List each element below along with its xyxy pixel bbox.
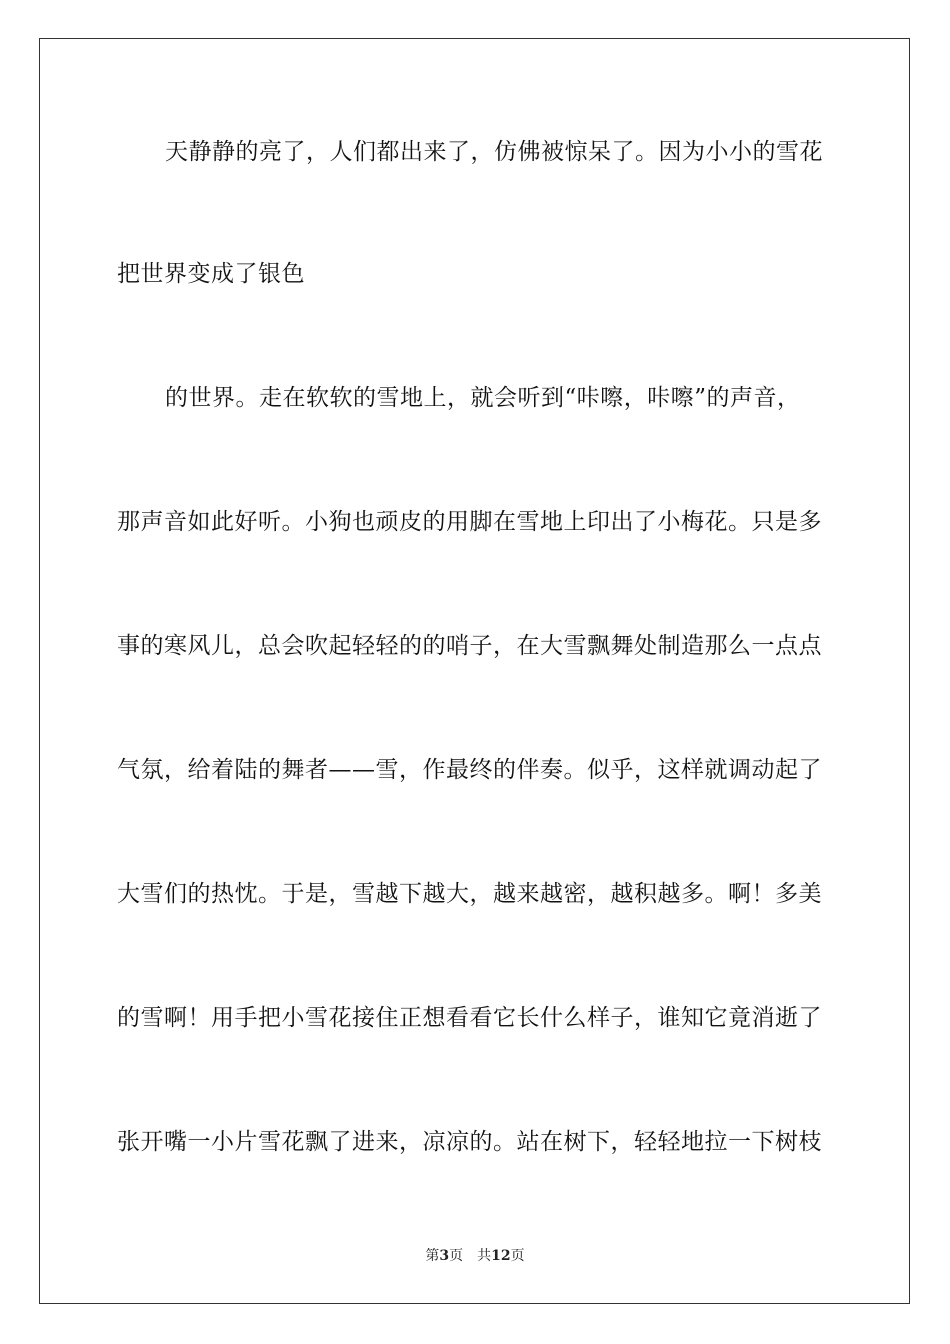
total-suffix: 页 (510, 1248, 525, 1264)
page-footer (0, 1246, 950, 1266)
paragraph-line-6: 气氛，给着陆的舞者——雪，作最终的伴奏。似乎，这样就调动起了 (117, 757, 822, 783)
paragraph-line-3: 的世界。走在软软的雪地上，就会听到“咔嚓，咔嚓”的声音， (165, 385, 801, 411)
paragraph-line-2: 把世界变成了银色 (117, 261, 305, 287)
page-border (39, 38, 910, 1304)
paragraph-line-5: 事的寒风儿，总会吹起轻轻的的哨子，在大雪飘舞处制造那么一点点 (117, 633, 822, 659)
page-number: 3 (439, 1248, 450, 1264)
total-pages: 12 (491, 1248, 511, 1264)
total-prefix: 共 (477, 1248, 492, 1264)
paragraph-line-4: 那声音如此好听。小狗也顽皮的用脚在雪地上印出了小梅花。只是多 (117, 509, 822, 535)
paragraph-line-7: 大雪们的热忱。于是，雪越下越大，越来越密，越积越多。啊！多美 (117, 881, 822, 907)
paragraph-line-1: 天静静的亮了，人们都出来了，仿佛被惊呆了。因为小小的雪花 (165, 139, 823, 165)
paragraph-line-9: 张开嘴一小片雪花飘了进来，凉凉的。站在树下，轻轻地拉一下树枝 (117, 1129, 822, 1155)
page-suffix: 页 (449, 1248, 464, 1264)
paragraph-line-8: 的雪啊！用手把小雪花接住正想看看它长什么样子，谁知它竟消逝了 (117, 1005, 822, 1031)
page-prefix: 第 (425, 1248, 440, 1264)
